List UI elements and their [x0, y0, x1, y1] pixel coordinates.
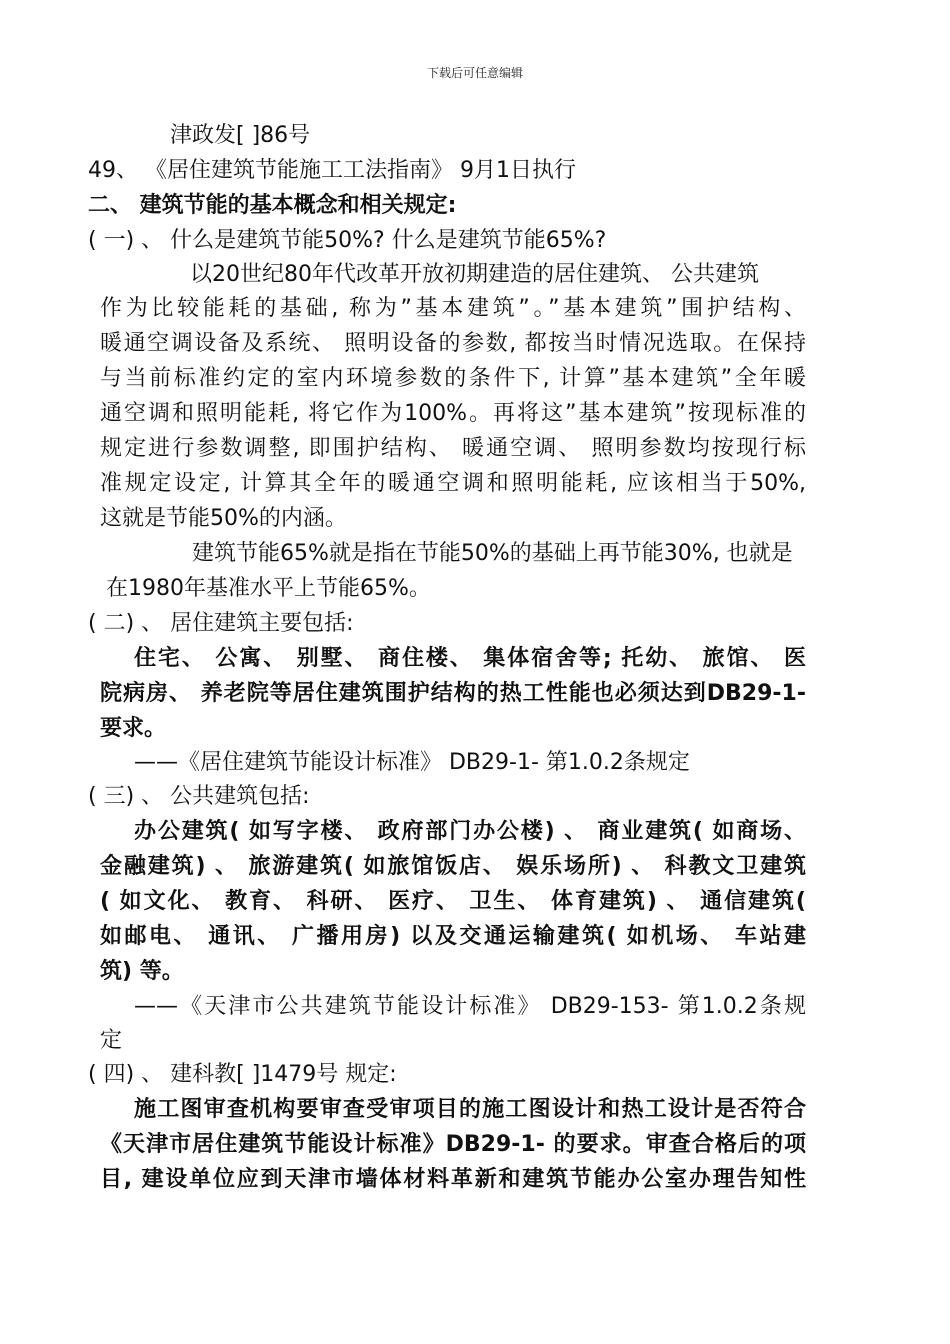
text-line: 金融建筑) 、 旅游建筑( 如旅馆饭店、 娱乐场所) 、 科教文卫建筑: [100, 854, 806, 879]
subsection-heading: ( 二) 、 居住建筑主要包括:: [88, 611, 354, 636]
text-line: 在1980年基准水平上节能65%。: [106, 576, 431, 601]
text-line: 施工图审查机构要审查受审项目的施工图设计和热工设计是否符合: [134, 1097, 806, 1122]
text-line: 这就是节能50%的内涵。: [100, 506, 347, 531]
text-line: 住宅、 公寓、 别墅、 商住楼、 集体宿舍等; 托幼、 旅馆、 医: [134, 646, 806, 671]
text-line: 暖通空调设备及系统、 照明设备的参数, 都按当时情况选取。在保持: [100, 331, 806, 356]
text-line: 与当前标准约定的室内环境参数的条件下, 计算”基本建筑”全年暖: [100, 366, 806, 391]
text-line: 49、 《居住建筑节能施工工法指南》 9月1日执行: [88, 158, 576, 183]
text-line: 筑) 等。: [100, 959, 184, 984]
text-line: 如邮电、 通讯、 广播用房) 以及交通运输建筑( 如机场、 车站建: [100, 924, 806, 949]
subsection-heading: ( 一) 、 什么是建筑节能50%? 什么是建筑节能65%?: [88, 228, 607, 253]
subsection-heading: ( 三) 、 公共建筑包括:: [88, 784, 310, 809]
text-line: 《天津市居住建筑节能设计标准》DB29-1- 的要求。审查合格后的项: [100, 1132, 806, 1157]
text-line: 准规定设定, 计算其全年的暖通空调和照明能耗, 应该相当于50%,: [100, 471, 806, 496]
page-header: 下载后可任意编辑: [426, 66, 523, 80]
section-heading: 二、 建筑节能的基本概念和相关规定:: [88, 193, 457, 218]
text-line: 通空调和照明能耗, 将它作为100%。再将这”基本建筑”按现标准的: [100, 401, 806, 426]
citation-line: 定: [100, 1028, 123, 1053]
text-line: 建筑节能65%就是指在节能50%的基础上再节能30%, 也就是: [192, 541, 793, 566]
text-line: 院病房、 养老院等居住建筑围护结构的热工性能也必须达到DB29-1-: [100, 681, 806, 706]
text-line: 办公建筑( 如写字楼、 政府部门办公楼) 、 商业建筑( 如商场、: [134, 819, 806, 844]
citation-line: ——《天津市公共建筑节能设计标准》 DB29-153- 第1.0.2条规: [134, 994, 806, 1019]
text-line: 以20世纪80年代改革开放初期建造的居住建筑、 公共建筑: [190, 262, 759, 287]
citation-line: ——《居住建筑节能设计标准》 DB29-1- 第1.0.2条规定: [134, 750, 690, 775]
subsection-heading: ( 四) 、 建科教[ ]1479号 规定:: [88, 1062, 397, 1087]
text-line: 津政发[ ]86号: [170, 123, 311, 148]
text-line: 目, 建设单位应到天津市墙体材料革新和建筑节能办公室办理告知性: [100, 1167, 806, 1192]
text-line: 要求。: [100, 716, 167, 741]
text-line: 作为比较能耗的基础, 称为”基本建筑”。”基本建筑”围护结构、: [100, 296, 806, 321]
text-line: 规定进行参数调整, 即围护结构、 暖通空调、 照明参数均按现行标: [100, 436, 806, 461]
text-line: ( 如文化、 教育、 科研、 医疗、 卫生、 体育建筑) 、 通信建筑(: [100, 889, 806, 914]
